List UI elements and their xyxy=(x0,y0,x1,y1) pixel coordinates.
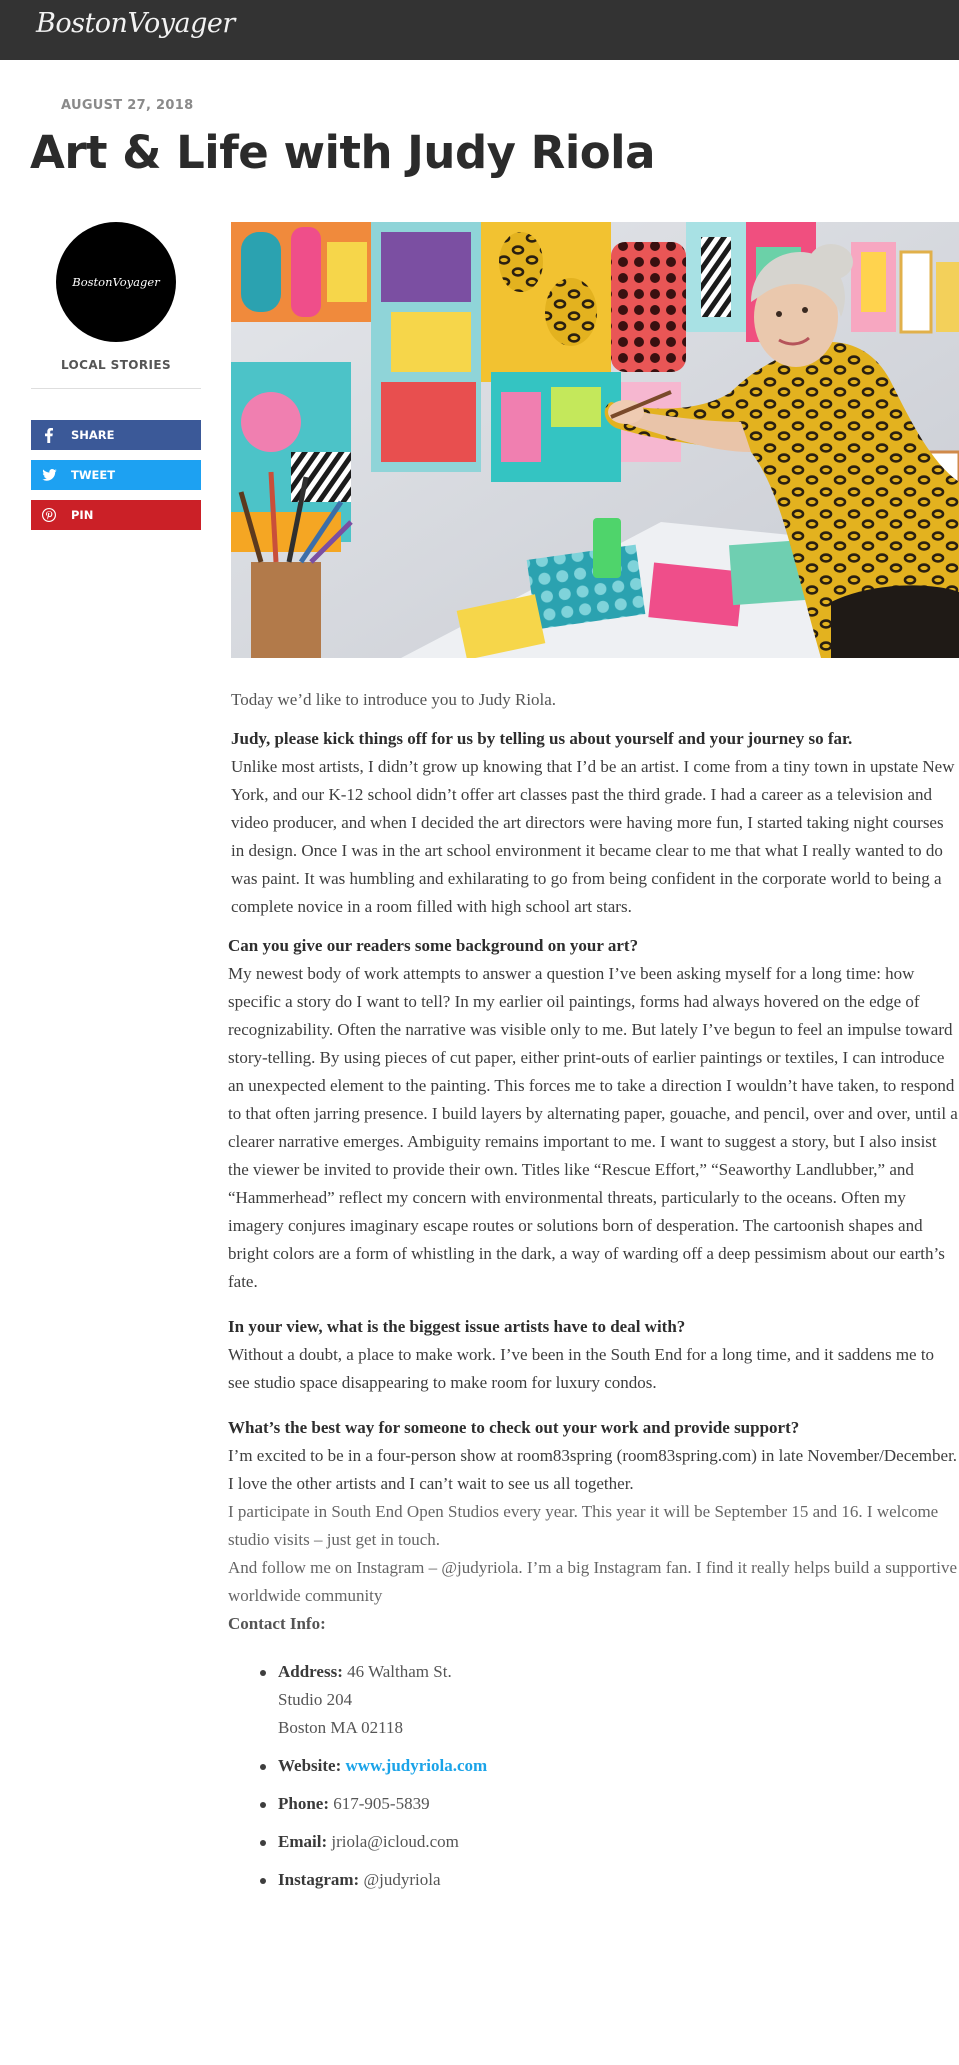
site-logo-link[interactable]: BostonVoyager xyxy=(36,8,235,39)
sidebar-divider xyxy=(31,388,201,389)
contact-phone-value: 617-905-5839 xyxy=(333,1794,430,1813)
qa-answer: Unlike most artists, I didn’t grow up knowing that I’d be an artist. I come from a tiny town in upstate New York, and our K-12 school didn’t offer art classes past the third grade. I had a career as a television and video producer, and when I decided the art directors were having more fun, I started taking night courses in design. Once I was in the art school environment it became clear to me that what I really wanted to do was paint. It was humbling and exhilarating to go from being confident in the corporate world to being a complete novice in a room filled with high school art stars. xyxy=(231,757,955,916)
contact-website xyxy=(278,1752,959,1780)
qa-section-support xyxy=(228,1414,959,1498)
qa-question: In your view, what is the biggest issue artists have to deal with? xyxy=(228,1317,686,1336)
publication-logo[interactable] xyxy=(56,222,176,342)
contact-address-line3: Boston MA 02118 xyxy=(278,1718,404,1737)
facebook-share-button[interactable] xyxy=(31,420,201,450)
contact-instagram-value: @judyriola xyxy=(363,1870,441,1889)
contact-email-label: Email: xyxy=(278,1832,328,1851)
contact-instagram-label: Instagram: xyxy=(278,1870,360,1889)
top-navbar xyxy=(0,0,959,60)
hero-photo-artist-studio xyxy=(231,222,959,658)
contact-email-value: jriola@icloud.com xyxy=(331,1832,459,1851)
qa-question: Judy, please kick things off for us by telling us about yourself and your journey so far. xyxy=(231,729,853,748)
contact-instagram xyxy=(278,1866,959,1894)
contact-website-link[interactable]: www.judyriola.com xyxy=(345,1756,488,1775)
open-studios-paragraph: I participate in South End Open Studios every year. This year it will be September 15 and 16. I welcome studio visits – just get in touch. xyxy=(228,1502,939,1549)
twitter-tweet-button[interactable] xyxy=(31,460,201,490)
publication-logo-text: BostonVoyager xyxy=(72,275,160,289)
pinterest-icon xyxy=(31,508,67,522)
article-intro: Today we’d like to introduce you to Judy Riola. xyxy=(231,690,557,709)
instagram-paragraph: And follow me on Instagram – @judyriola. I’m a big Instagram fan. I find it really helps build a supportive worldwide community xyxy=(228,1558,958,1605)
qa-section-biggest-issue xyxy=(228,1313,959,1397)
contact-phone-label: Phone: xyxy=(278,1794,329,1813)
contact-address-line1: 46 Waltham St. xyxy=(347,1662,452,1681)
qa-section-journey xyxy=(228,725,959,921)
qa-answer: Without a doubt, a place to make work. I’ve been in the South End for a long time, and it saddens me to see studio space disappearing to make room for luxury condos. xyxy=(228,1345,935,1392)
facebook-icon xyxy=(31,428,67,443)
contact-address-line2: Studio 204 xyxy=(278,1690,353,1709)
qa-answer: I’m excited to be in a four-person show at room83spring (room83spring.com) in late November/December. I love the other artists and I can’t wait to see us all together. xyxy=(228,1446,958,1493)
qa-section-background xyxy=(228,932,959,1296)
qa-question: Can you give our readers some background on your art? xyxy=(228,936,639,955)
qa-answer: My newest body of work attempts to answer a question I’ve been asking myself for a long time: how specific a story do I want to tell? In my earlier oil paintings, forms had always hovered on the edge of recognizability. Often the narrative was visible only to me. But lately I’ve begun to feel an impulse toward story-telling. By using pieces of cut paper, either print-outs of earlier paintings or textiles, I can introduce an unexpected element to the painting. This forces me to take a direction I wouldn’t have taken, to respond to that often jarring presence. I build layers by alternating paper, gouache, and pencil, over and over, until a clearer narrative emerges. Ambiguity remains important to me. I want to suggest a story, but I also insist the viewer be invited to provide their own. Titles like “Rescue Effort,” “Seaworthy Landlubber,” and “Hammerhead” reflect my concern with environmental threats, particularly to the oceans. Often my imagery conjures imaginary escape routes or solutions born of desperation. The cartoonish shapes and bright colors are a form of whistling in the dark, a way of warding off a deep pessimism about our earth’s fate. xyxy=(228,964,958,1291)
contact-phone xyxy=(278,1790,959,1818)
pinterest-pin-button[interactable] xyxy=(31,500,201,530)
facebook-share-label: SHARE xyxy=(71,428,115,442)
contact-address-label: Address: xyxy=(278,1662,343,1681)
pinterest-pin-label: PIN xyxy=(71,508,94,522)
article-title: Art & Life with Judy Riola xyxy=(30,126,655,179)
contact-website-label: Website: xyxy=(278,1756,342,1775)
contact-email xyxy=(278,1828,959,1856)
article-date: AUGUST 27, 2018 xyxy=(61,98,194,113)
twitter-icon xyxy=(31,469,67,481)
contact-address xyxy=(278,1658,959,1742)
contact-info-heading: Contact Info: xyxy=(228,1614,326,1633)
qa-question: What’s the best way for someone to check out your work and provide support? xyxy=(228,1418,800,1437)
category-link-local-stories[interactable]: LOCAL STORIES xyxy=(60,358,172,372)
contact-info-list xyxy=(228,1658,959,1894)
article-body xyxy=(228,686,959,1904)
twitter-tweet-label: TWEET xyxy=(71,468,116,482)
